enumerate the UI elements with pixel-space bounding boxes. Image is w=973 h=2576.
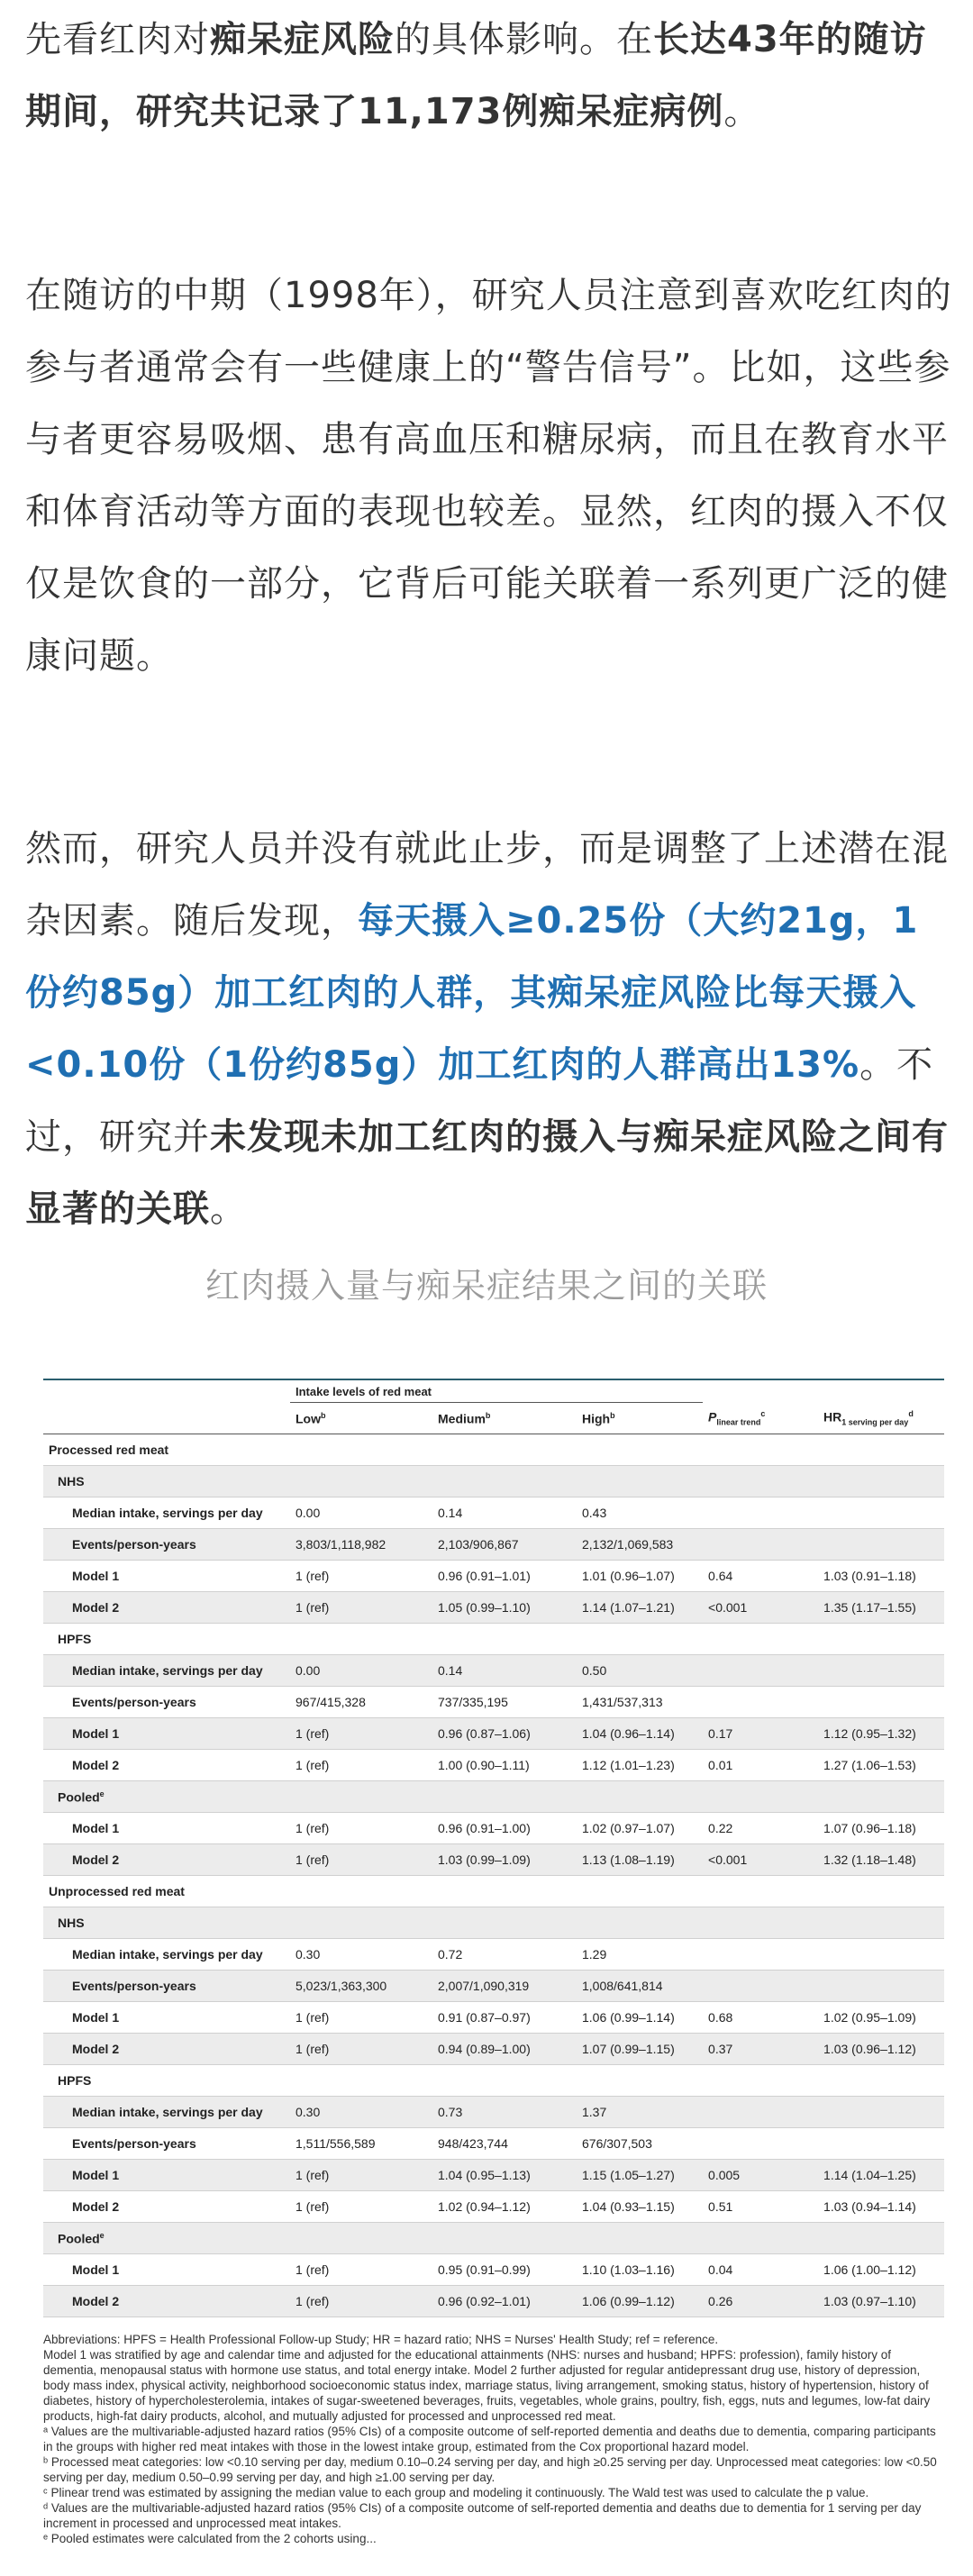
- table-cell: 676/307,503: [582, 2136, 652, 2151]
- table-row: [43, 1718, 944, 1750]
- table-cell: 0.96 (0.91–1.01): [438, 1569, 531, 1583]
- table-cell: 0.43: [582, 1506, 607, 1520]
- table-row: [43, 2254, 944, 2286]
- footnote: ᵈ Values are the multivariable-adjusted hazard ratios (95% CIs) of a composite outcome of self-reported dementia and deaths due to dementia for 1 serving per day increment in processed and unprocessed meat intakes.: [43, 2501, 922, 2530]
- table-cell: 1.04 (0.96–1.14): [582, 1726, 675, 1741]
- paragraph-findings: [25, 813, 953, 1245]
- footnote: Abbreviations: HPFS = Health Professional Follow-up Study; HR = hazard ratio; NHS = Nurses' Health Study; ref = reference.: [43, 2333, 719, 2346]
- table-cell: [818, 1497, 944, 1529]
- table-cell: <0.001: [708, 1600, 748, 1615]
- table-row: [43, 2160, 944, 2191]
- p1-bold-dementia-risk: 痴呆症风险: [210, 19, 395, 60]
- table-cell: 0.94 (0.89–1.00): [438, 2042, 531, 2056]
- table-cell: 1 (ref): [296, 2199, 330, 2214]
- table-cell: 0.73: [438, 2105, 463, 2119]
- table-group-header-row: [43, 1379, 944, 1403]
- table-cell: 0.01: [708, 1758, 733, 1772]
- table-cell: 1.05 (0.99–1.10): [438, 1600, 531, 1615]
- table-cell: 0.51: [708, 2199, 733, 2214]
- table-subgroup-row: [43, 1781, 944, 1813]
- table-cell: 0.22: [708, 1821, 733, 1835]
- footnote: ᵇ Processed meat categories: low <0.10 serving per day, medium 0.10–0.24 serving per day, and high ≥0.25 serving per day. Unprocessed meat categories: low <0.50 serving per day, medium 0.50–0.99 serving per day, and high ≥1.00 serving per day.: [43, 2455, 937, 2484]
- table-row: [43, 2128, 944, 2160]
- table-cell: 1.14 (1.04–1.25): [823, 2168, 916, 2182]
- table-cell: [703, 1529, 818, 1561]
- table-cell: [703, 1497, 818, 1529]
- table-cell: 1.37: [582, 2105, 607, 2119]
- footnote: Model 1 was stratified by age and calendar time and adjusted for the educational attainments (NHS: nurses and husband; HPFS: profession), family history of dementia, menopausal status with hormone use status, and total energy intake. Model 2 further adjusted for regular antidepressant drug use, history of depression, body mass index, physical activity, neighborhood socioeconomic status index, marriage status, living arrangement, smoking status, history of hypertension, history of diabetes, history of hypercholesterolemia, intakes of sugar-sweetened beverages, fruits, vegetables, whole grains, poultry, fish, eggs, nuts and legumes, low-fat dairy products, high-fat dairy products, alcohol, and mutually adjusted for processed and unprocessed red meat.: [43, 2348, 931, 2423]
- row-label: Model 1: [72, 1821, 120, 1835]
- table-cell: 1.12 (0.95–1.32): [823, 1726, 916, 1741]
- table-row: [43, 1592, 944, 1624]
- table-cell: 1.10 (1.03–1.16): [582, 2262, 675, 2277]
- table-row: [43, 1750, 944, 1781]
- table-cell: 1 (ref): [296, 1852, 330, 1867]
- table-cell: 1 (ref): [296, 1600, 330, 1615]
- table-cell: 737/335,195: [438, 1695, 508, 1709]
- table-row: [43, 2034, 944, 2065]
- table-cell: 5,023/1,363,300: [296, 1979, 387, 1993]
- table-cell: 1.03 (0.99–1.09): [438, 1852, 531, 1867]
- table-cell: 1,008/641,814: [582, 1979, 663, 1993]
- table-cell: 0.91 (0.87–0.97): [438, 2010, 531, 2025]
- table-row: [43, 2097, 944, 2128]
- table-cell: 0.30: [296, 1947, 321, 1962]
- table-cell: [818, 2097, 944, 2128]
- table-cell: 0.96 (0.92–1.01): [438, 2294, 531, 2308]
- table-cell: [703, 1971, 818, 2002]
- footnote: ᶜ Plinear trend was estimated by assigning the median value to each group and modeling it continuously. The Wald test was used to calculate the p value.: [43, 2486, 869, 2499]
- table-cell: 1.03 (0.94–1.14): [823, 2199, 916, 2214]
- row-label: Model 2: [72, 1852, 120, 1867]
- row-label: Model 1: [72, 2168, 120, 2182]
- row-label: Median intake, servings per day: [72, 2105, 263, 2119]
- row-label: Events/person-years: [72, 1695, 196, 1709]
- row-label: Model 1: [72, 2262, 120, 2277]
- table-cell: 967/415,328: [296, 1695, 366, 1709]
- row-label: Processed red meat: [49, 1443, 169, 1457]
- table-cell: 1.04 (0.95–1.13): [438, 2168, 531, 2182]
- table-section-row: [43, 1876, 944, 1907]
- col-hr-per-serving: $HR_{1 serving per day}^d$: [818, 1403, 944, 1434]
- intake-levels-header: Intake levels of red meat: [290, 1379, 703, 1403]
- table-cell: [818, 1971, 944, 2002]
- p3-highlight-processed-meat: 每天摄入≥0.25份（大约21g，1份约85g）加工红肉的人群，其痴呆症风险比每天摄入<0.10份（1份约85g）加工红肉的人群高出13%: [25, 900, 919, 1086]
- row-label: Pooled$^e$: [58, 1789, 105, 1805]
- p3-text-c: 。不过，研究并: [25, 1044, 934, 1158]
- row-label: Events/person-years: [72, 2136, 196, 2151]
- table-cell: 1.06 (0.99–1.12): [582, 2294, 675, 2308]
- table-row: [43, 1844, 944, 1876]
- col-medium: Medium$^b$: [432, 1403, 577, 1434]
- table-cell: 1.03 (0.96–1.12): [823, 2042, 916, 2056]
- table-row: [43, 1497, 944, 1529]
- table-cell: 0.04: [708, 2262, 733, 2277]
- p3-text-e: 。: [210, 1188, 247, 1230]
- table-cell: [703, 2128, 818, 2160]
- table-cell: 1.06 (1.00–1.12): [823, 2262, 916, 2277]
- table-cell: [818, 1529, 944, 1561]
- table-cell: 0.00: [296, 1663, 321, 1678]
- table-cell: [703, 1939, 818, 1971]
- p1-bold-cases: 长达43年的随访期间，研究共记录了11,173例痴呆症病例: [25, 19, 927, 132]
- row-label: NHS: [58, 1474, 85, 1488]
- table-cell: 0.17: [708, 1726, 733, 1741]
- table-column-header-row: [43, 1403, 944, 1434]
- table-cell: 1.06 (0.99–1.14): [582, 2010, 675, 2025]
- row-label: HPFS: [58, 1632, 92, 1646]
- row-label: NHS: [58, 1916, 85, 1930]
- table-row: [43, 2002, 944, 2034]
- table-cell: 0.005: [708, 2168, 741, 2182]
- row-label: Model 1: [72, 2010, 120, 2025]
- table-cell: 0.37: [708, 2042, 733, 2056]
- table-subgroup-row: [43, 2223, 944, 2254]
- col-high: High$^b$: [577, 1403, 703, 1434]
- p3-bold-unprocessed: 未发现未加工红肉的摄入与痴呆症风险之间有显著的关联: [25, 1116, 949, 1230]
- row-label: Events/person-years: [72, 1979, 196, 1993]
- results-table: [43, 1379, 944, 2317]
- table-cell: 1,431/537,313: [582, 1695, 663, 1709]
- table-cell: 1 (ref): [296, 2262, 330, 2277]
- table-cell: 1.03 (0.97–1.10): [823, 2294, 916, 2308]
- results-table-image: [43, 1379, 944, 2317]
- table-cell: 2,132/1,069,583: [582, 1537, 674, 1552]
- table-footnotes: [43, 2332, 944, 2546]
- table-row: [43, 1939, 944, 1971]
- table-cell: 0.95 (0.91–0.99): [438, 2262, 531, 2277]
- table-subgroup-row: [43, 2065, 944, 2097]
- table-row: [43, 2191, 944, 2223]
- table-cell: 1.02 (0.97–1.07): [582, 1821, 675, 1835]
- table-cell: 0.96 (0.91–1.00): [438, 1821, 531, 1835]
- table-cell: 1.35 (1.17–1.55): [823, 1600, 916, 1615]
- table-cell: 1 (ref): [296, 2042, 330, 2056]
- table-cell: 1 (ref): [296, 2294, 330, 2308]
- table-cell: 1.02 (0.95–1.09): [823, 2010, 916, 2025]
- table-cell: 0.30: [296, 2105, 321, 2119]
- table-cell: [818, 1939, 944, 1971]
- row-label: Median intake, servings per day: [72, 1947, 263, 1962]
- table-cell: 1.15 (1.05–1.27): [582, 2168, 675, 2182]
- table-cell: 0.00: [296, 1506, 321, 1520]
- table-cell: <0.001: [708, 1852, 748, 1867]
- table-cell: 1.02 (0.94–1.12): [438, 2199, 531, 2214]
- table-cell: 0.26: [708, 2294, 733, 2308]
- table-row: [43, 1971, 944, 2002]
- table-cell: [703, 1655, 818, 1687]
- table-subgroup-row: [43, 1466, 944, 1497]
- table-cell: 0.14: [438, 1506, 463, 1520]
- p1-text-c: 的具体影响。在: [395, 19, 653, 60]
- table-cell: 1 (ref): [296, 1726, 330, 1741]
- table-cell: 948/423,744: [438, 2136, 508, 2151]
- table-cell: 1.27 (1.06–1.53): [823, 1758, 916, 1772]
- row-label: Model 2: [72, 2042, 120, 2056]
- table-subgroup-row: [43, 1624, 944, 1655]
- row-label: HPFS: [58, 2073, 92, 2088]
- table-cell: 1.07 (0.96–1.18): [823, 1821, 916, 1835]
- table-cell: 1 (ref): [296, 1758, 330, 1772]
- table-row: [43, 1561, 944, 1592]
- table-row: [43, 2286, 944, 2317]
- table-cell: 0.96 (0.87–1.06): [438, 1726, 531, 1741]
- table-cell: 1.01 (0.96–1.07): [582, 1569, 675, 1583]
- table-cell: 1 (ref): [296, 1821, 330, 1835]
- table-cell: [818, 1655, 944, 1687]
- table-cell: 2,007/1,090,319: [438, 1979, 530, 1993]
- table-cell: 1.04 (0.93–1.15): [582, 2199, 675, 2214]
- row-label: Median intake, servings per day: [72, 1663, 263, 1678]
- table-cell: 1 (ref): [296, 1569, 330, 1583]
- table-cell: 2,103/906,867: [438, 1537, 519, 1552]
- table-cell: [703, 2097, 818, 2128]
- table-cell: 1.00 (0.90–1.11): [438, 1758, 530, 1772]
- table-cell: 1.29: [582, 1947, 607, 1962]
- p1-text-e: 。: [723, 91, 761, 132]
- row-label: Model 1: [72, 1569, 120, 1583]
- p1-text-a: 先看红肉对: [25, 19, 210, 60]
- table-cell: 0.14: [438, 1663, 463, 1678]
- row-label: Model 2: [72, 2199, 120, 2214]
- row-label: Unprocessed red meat: [49, 1884, 185, 1898]
- table-cell: [703, 1687, 818, 1718]
- row-label: Model 1: [72, 1726, 120, 1741]
- row-label: Model 2: [72, 1600, 120, 1615]
- table-cell: 1 (ref): [296, 2168, 330, 2182]
- table-cell: 0.64: [708, 1569, 733, 1583]
- table-row: [43, 1529, 944, 1561]
- table-cell: 0.50: [582, 1663, 607, 1678]
- col-low: Low$^b$: [290, 1403, 432, 1434]
- col-p-linear-trend: $P_{linear trend}^c$: [703, 1403, 818, 1434]
- table-row: [43, 1655, 944, 1687]
- table-cell: [818, 2128, 944, 2160]
- row-label: Pooled$^e$: [58, 2230, 105, 2246]
- table-cell: 1,511/556,589: [296, 2136, 376, 2151]
- footnote: ᵉ Pooled estimates were calculated from the 2 cohorts using...: [43, 2532, 377, 2545]
- table-cell: 1.12 (1.01–1.23): [582, 1758, 675, 1772]
- table-body: [43, 1434, 944, 2317]
- table-subgroup-row: [43, 1907, 944, 1939]
- row-label: Events/person-years: [72, 1537, 196, 1552]
- figure-caption: 红肉摄入量与痴呆症结果之间的关联: [205, 1266, 768, 1306]
- table-cell: 1.14 (1.07–1.21): [582, 1600, 675, 1615]
- table-cell: 0.68: [708, 2010, 733, 2025]
- table-row: [43, 1687, 944, 1718]
- footnote: ᵃ Values are the multivariable-adjusted hazard ratios (95% CIs) of a composite outcome of self-reported dementia and deaths due to dementia, comparing participants in the groups with higher red meat intakes with those in the lowest intake group, estimated from the Cox proportional hazard model.: [43, 2425, 936, 2453]
- table-cell: [818, 1687, 944, 1718]
- table-cell: 1.07 (0.99–1.15): [582, 2042, 675, 2056]
- table-cell: 3,803/1,118,982: [296, 1537, 386, 1552]
- table-cell: 1.32 (1.18–1.48): [823, 1852, 916, 1867]
- row-label: Model 2: [72, 1758, 120, 1772]
- row-label: Median intake, servings per day: [72, 1506, 263, 1520]
- p3-text-a: 然而，研究人员并没有就此止步，而是调整了上述潜在混杂因素。随后发现，: [25, 828, 949, 942]
- row-label: Model 2: [72, 2294, 120, 2308]
- table-cell: 1.03 (0.91–1.18): [823, 1569, 916, 1583]
- table-section-row: [43, 1434, 944, 1466]
- paragraph-intro: [25, 4, 953, 148]
- table-row: [43, 1813, 944, 1844]
- table-cell: 1.13 (1.08–1.19): [582, 1852, 675, 1867]
- table-cell: 0.72: [438, 1947, 463, 1962]
- table-cell: 1 (ref): [296, 2010, 330, 2025]
- paragraph-warning-signs: 在随访的中期（1998年），研究人员注意到喜欢吃红肉的参与者通常会有一些健康上的“警告信号”。比如，这些参与者更容易吸烟、患有高血压和糖尿病，而且在教育水平和体育活动等方面的表现也较差。显然，红肉的摄入不仅仅是饮食的一部分，它背后可能关联着一系列更广泛的健康问题。: [25, 275, 952, 677]
